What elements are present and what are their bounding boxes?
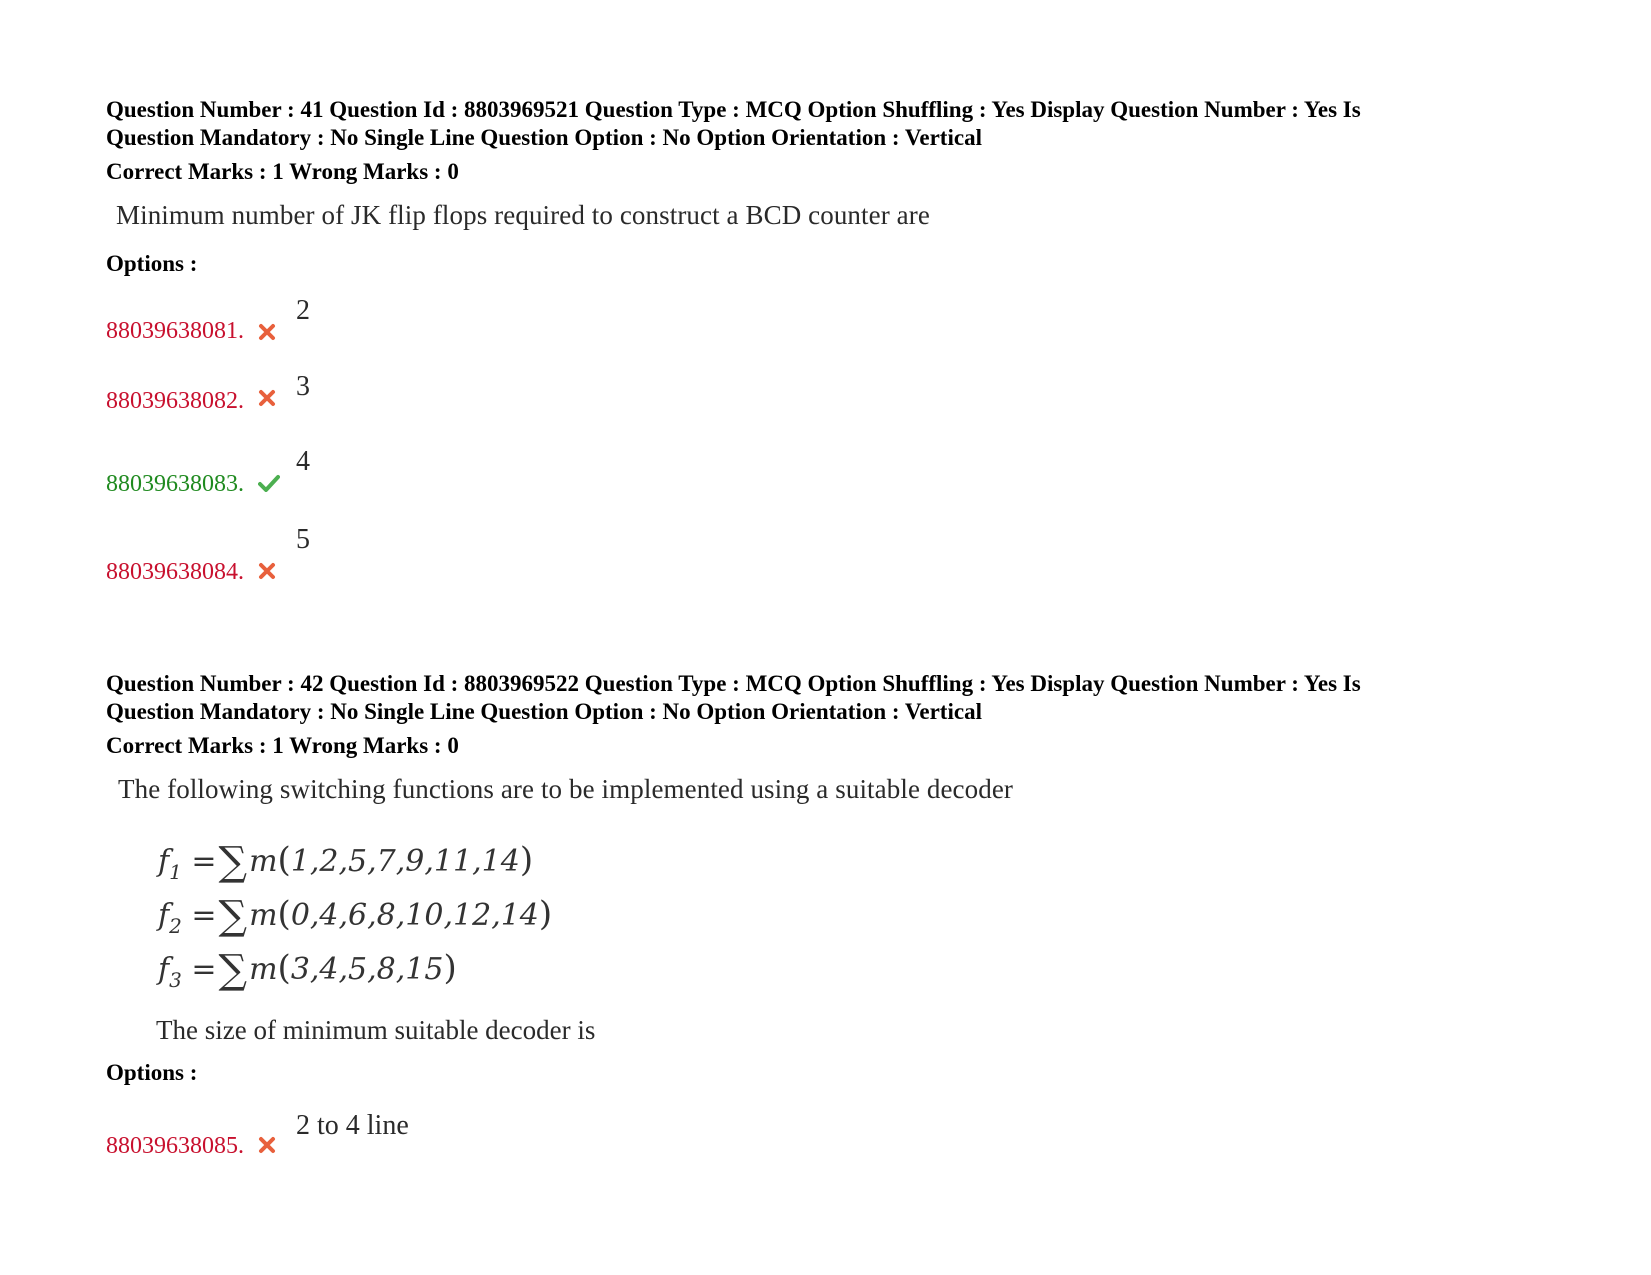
wrong-icon: [258, 389, 276, 407]
options-label: Options :: [106, 1060, 198, 1085]
option-value: 4: [296, 446, 310, 477]
option-id: 88039638084.: [106, 559, 244, 585]
question-block-41: [106, 96, 1526, 277]
sigma-symbol: ∑: [218, 839, 248, 885]
formula-f2: $f_2 =\sum m(0,4,6,8,10,12,14)$: [158, 893, 553, 939]
wrong-icon: [258, 323, 276, 341]
option-value: 5: [296, 524, 310, 555]
option-id: 88039638081.: [106, 318, 244, 344]
sigma-symbol: ∑: [218, 893, 248, 939]
formula-f3: $f_3 =\sum m(3,4,5,8,15)$: [158, 947, 457, 993]
formula-eq: =: [191, 952, 217, 987]
formula-eq: =: [191, 844, 217, 879]
formula-sub: 3: [169, 968, 182, 992]
option-id: 88039638085.: [106, 1133, 244, 1159]
option-value: 3: [296, 371, 310, 402]
formula-m: m: [249, 844, 278, 879]
question-meta-line1: Question Number : 41 Question Id : 8803969521 Question Type : MCQ Option Shuffling : Yes Display Question Number : Yes Is: [106, 97, 1361, 122]
formula-sub: 2: [169, 914, 182, 938]
formula-eq: =: [191, 898, 217, 933]
formula-f1: $f_1 =\sum m(1,2,5,7,9,11,14)$: [158, 839, 534, 885]
formula-sub: 1: [169, 860, 182, 884]
question-meta-line1: Question Number : 42 Question Id : 8803969522 Question Type : MCQ Option Shuffling : Yes Display Question Number : Yes Is: [106, 671, 1361, 696]
option-value: 2: [296, 295, 310, 326]
marks-line: Correct Marks : 1 Wrong Marks : 0: [106, 159, 459, 184]
formula-args: 1,2,5,7,9,11,14: [290, 844, 520, 879]
question-block-42: [106, 670, 1526, 805]
check-icon: [258, 474, 280, 492]
marks-line: Correct Marks : 1 Wrong Marks : 0: [106, 733, 459, 758]
option-id: 88039638082.: [106, 388, 244, 414]
option-id: 88039638083.: [106, 471, 244, 497]
question-meta-line2: Question Mandatory : No Single Line Question Option : No Option Orientation : Vertical: [106, 125, 982, 150]
sigma-symbol: ∑: [218, 947, 248, 993]
wrong-icon: [258, 1136, 276, 1154]
question-meta-line2: Question Mandatory : No Single Line Question Option : No Option Orientation : Vertical: [106, 699, 982, 724]
question-text: The following switching functions are to be implemented using a suitable decoder: [118, 774, 1014, 804]
formula-fn: f: [158, 844, 170, 879]
question-text: Minimum number of JK flip flops required to construct a BCD counter are: [116, 200, 930, 230]
formula-args: 0,4,6,8,10,12,14: [290, 898, 539, 933]
formula-fn: f: [158, 952, 170, 987]
wrong-icon: [258, 562, 276, 580]
formula-m: m: [249, 952, 278, 987]
option-value: 2 to 4 line: [296, 1110, 409, 1141]
formula-m: m: [249, 898, 278, 933]
options-label: Options :: [106, 251, 198, 276]
formula-args: 3,4,5,8,15: [290, 952, 444, 987]
question-followup-text: The size of minimum suitable decoder is: [156, 1015, 596, 1045]
formula-fn: f: [158, 898, 170, 933]
